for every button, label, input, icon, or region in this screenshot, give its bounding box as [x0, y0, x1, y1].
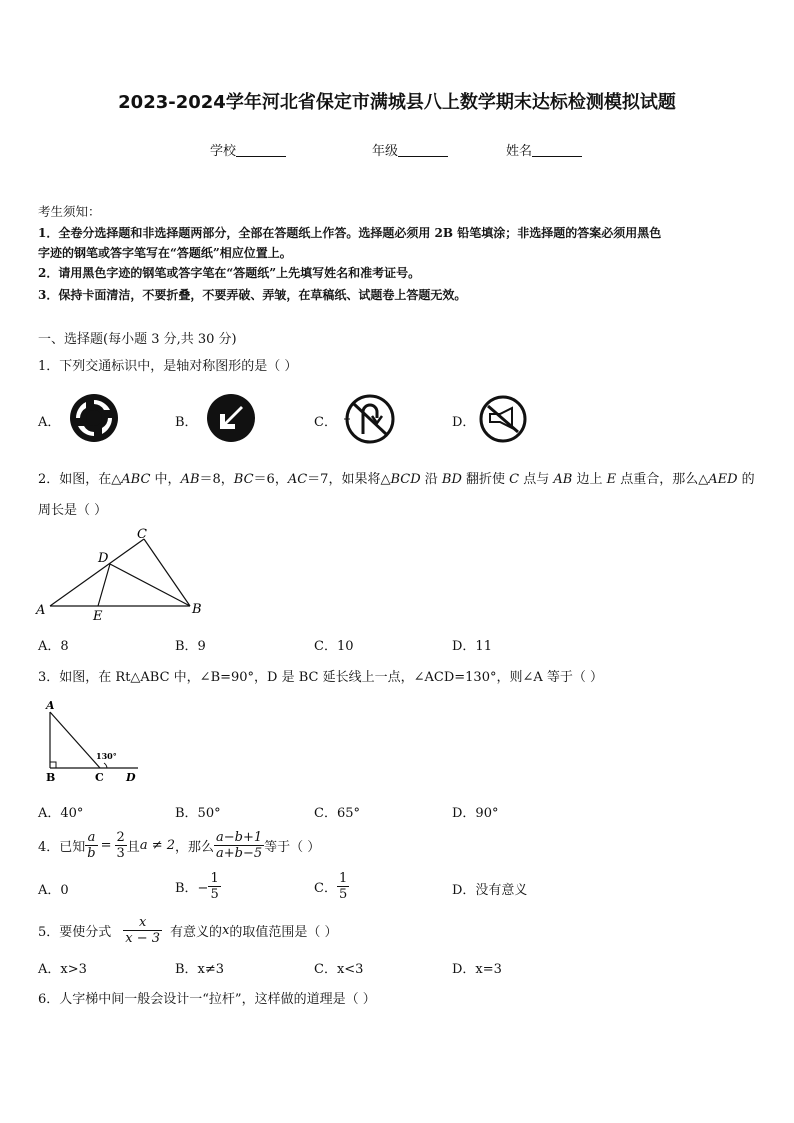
q3-label-b: B [46, 771, 56, 784]
grade-field [372, 140, 448, 159]
q2-triangle-figure [32, 524, 212, 624]
grade-blank [398, 143, 448, 157]
question-4-text: 4．已知 $\frac{a}{b}$ = $\frac{2}{3}$ 且 a ≠ 2 ，那么 $\frac{a-b+1}{a+b-5}$ 等于（ ） [38, 829, 321, 861]
q2-label-b: B [192, 602, 202, 617]
notice-heading: 考生须知： [38, 204, 101, 219]
q4-option-b: B．− $\frac{1}{5}$ [175, 870, 219, 902]
question-3-text: 3．如图，在 Rt△ABC 中，∠B=90°，D 是 BC 延长线上一点，∠ACD=130°，则∠A 等于（ ） [38, 670, 604, 685]
school-field [210, 140, 286, 159]
q3-option-d: D．90° [452, 806, 499, 821]
q3-option-b: B．50° [175, 806, 221, 821]
q3-label-c: C [95, 771, 104, 784]
no-horn-sign-icon [478, 394, 530, 444]
q2-label-e: E [93, 609, 103, 624]
q2-label-d: D [98, 551, 109, 566]
q3-right-triangle-figure [38, 696, 158, 786]
name-field [506, 140, 582, 159]
q3-option-c: C．65° [314, 806, 360, 821]
q4-option-a: A．0 [38, 883, 69, 898]
q2-label-c: C [137, 527, 147, 542]
notice-line-3: 3．保持卡面清洁，不要折叠，不要弄破、弄皱，在草稿纸、试题卷上答题无效。 [38, 288, 467, 302]
name-blank [532, 143, 582, 157]
roundabout-sign-icon [68, 392, 120, 444]
q5-option-c: C．x<3 [314, 962, 364, 977]
name-label: 姓名 [506, 144, 533, 159]
q2-option-a: A．8 [38, 639, 69, 654]
q1-option-a-label: A． [38, 415, 61, 430]
q3-option-a: A．40° [38, 806, 84, 821]
q5-option-b: B．x≠3 [175, 962, 225, 977]
question-1-text: 1．下列交通标识中，是轴对称图形的是（ ） [38, 359, 298, 374]
notice-line-1b: 字迹的钢笔或答字笔写在“答题纸”相应位置上。 [38, 246, 292, 260]
q1-option-b-label: B． [175, 415, 198, 430]
question-2-line-2: 周长是（ ） [38, 503, 108, 518]
q2-option-c: C．10 [314, 639, 354, 654]
notice-line-2: 2．请用黑色字迹的钢笔或答字笔在“答题纸”上先填写姓名和准考证号。 [38, 266, 421, 280]
q2-label-a: A [36, 603, 46, 618]
school-blank [236, 143, 286, 157]
q2-option-b: B．9 [175, 639, 206, 654]
q4-option-d: D．没有意义 [452, 883, 528, 898]
q3-label-a: A [46, 699, 55, 712]
q4-option-c: C． $\frac{1}{5}$ [314, 870, 348, 902]
page-title: 2023-2024学年河北省保定市满城县八上数学期末达标检测模拟试题 [118, 92, 676, 113]
q2-option-d: D．11 [452, 639, 492, 654]
q3-angle-label: 130° [96, 751, 117, 761]
notice-line-1a: 1．全卷分选择题和非选择题两部分，全部在答题纸上作答。选择题必须用 2B 铅笔填涂；非选择题的答案必须用黑色 [38, 226, 662, 240]
section-heading: 一、选择题(每小题 3 分,共 30 分) [38, 332, 237, 347]
question-6-text: 6．人字梯中间一般会设计一“拉杆”，这样做的道理是（ ） [38, 992, 376, 1007]
q3-label-d: D [126, 771, 136, 784]
grade-label: 年级 [372, 144, 399, 159]
q1-option-c-label: C． [314, 415, 337, 430]
question-2-line-1: 2．如图，在△ABC 中，AB＝8，BC＝6，AC＝7，如果将△BCD 沿 BD 翻折使 C 点与 AB 边上 E 点重合，那么△AED 的 [38, 472, 755, 487]
keep-left-sign-icon [205, 392, 257, 444]
q5-option-a: A．x>3 [38, 962, 87, 977]
q5-option-d: D．x=3 [452, 962, 502, 977]
question-5-text: 5．要使分式 $\frac{x}{x - 3}$ 有意义的 x 的取值范围是（ ） [38, 914, 338, 946]
no-u-turn-sign-icon [344, 392, 396, 444]
school-label: 学校 [210, 144, 237, 159]
q1-option-d-label: D． [452, 415, 476, 430]
